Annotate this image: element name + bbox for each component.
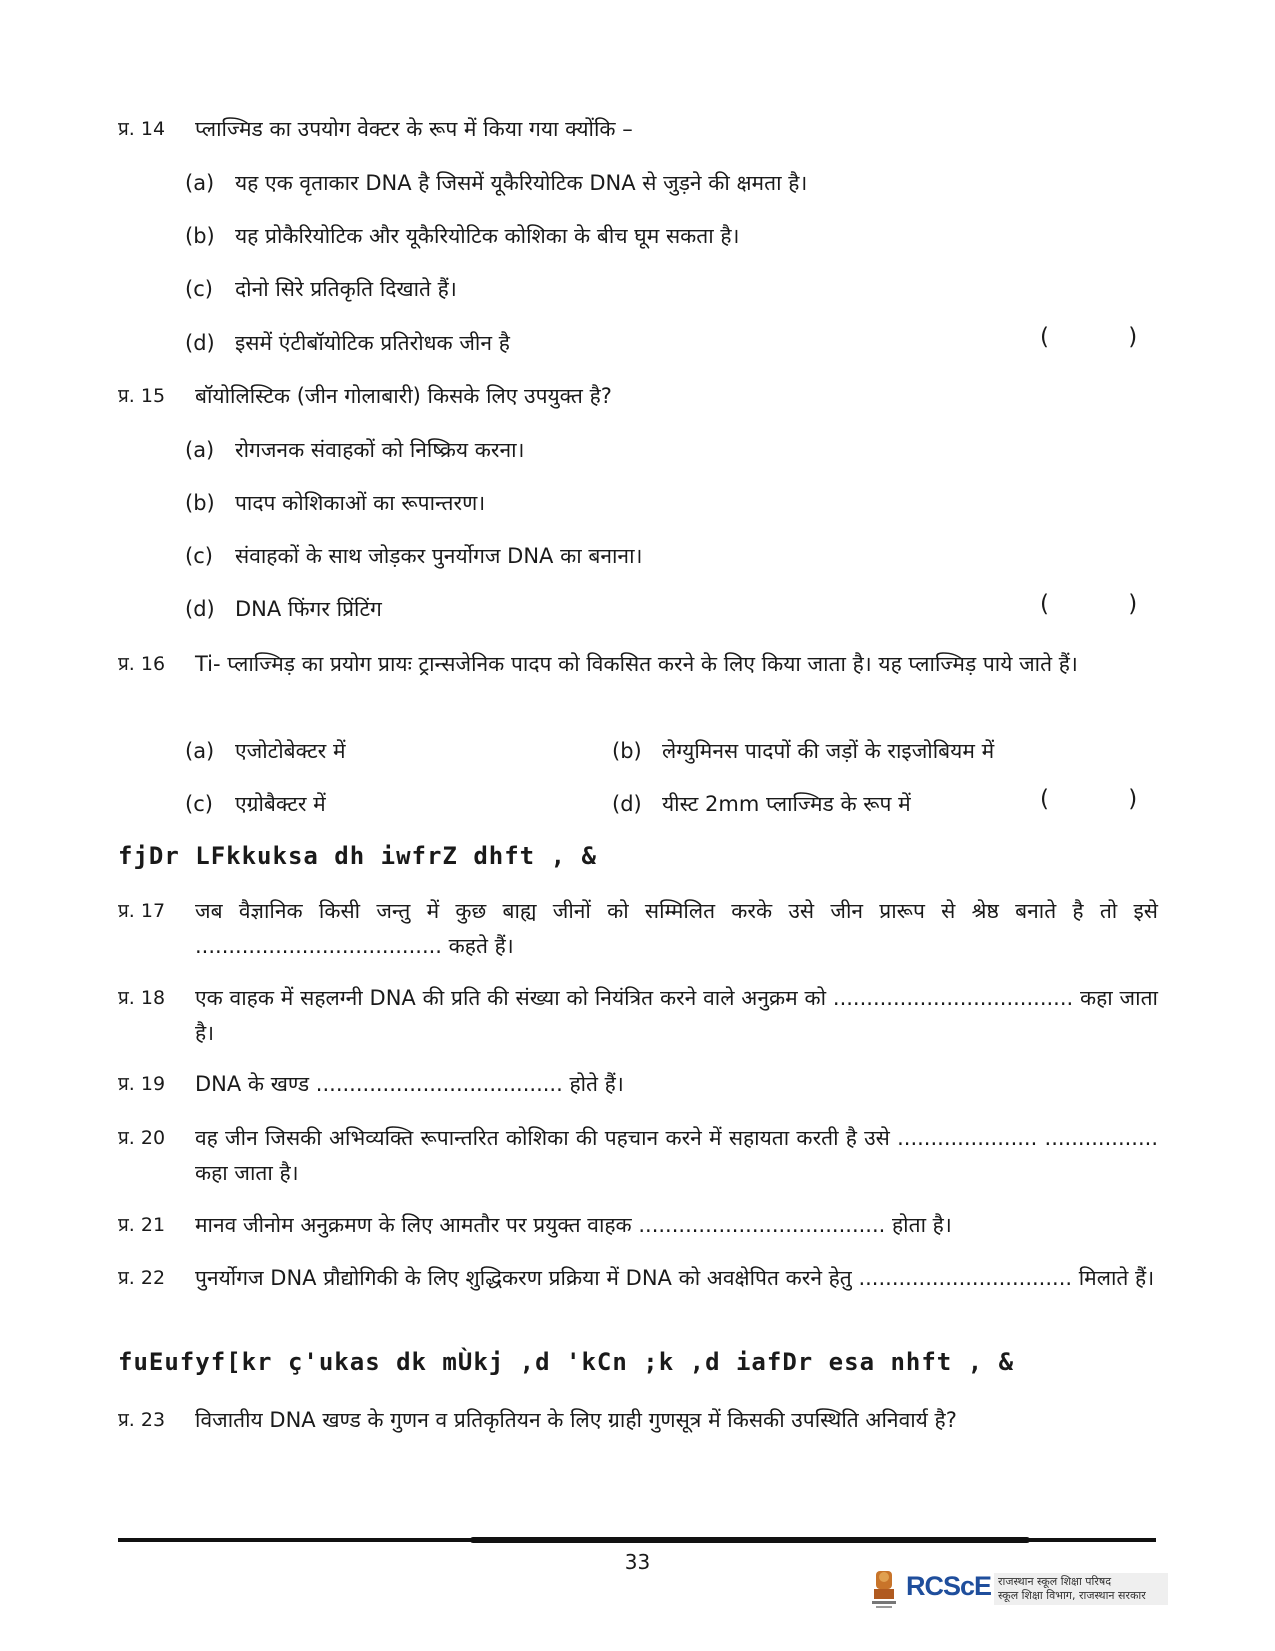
answer-bracket[interactable]: ( ) [1040, 786, 1174, 812]
option-text: इसमें एंटीबॉयोटिक प्रतिरोधक जीन है [235, 331, 510, 355]
option-label: (b) [612, 739, 642, 763]
section-heading-fill-in-blanks: fjDr LFkkuksa dh iwfrZ dhft , & [118, 842, 597, 870]
question-number: प्र. 16 [118, 653, 166, 675]
question-text: वह जीन जिसकी अभिव्यक्ति रूपान्तरित कोशिका की पहचान करने में सहायता करती है उसे ..................... ................. कहा जाता है। [195, 1126, 1158, 1185]
question-16 [118, 647, 1158, 682]
logo-text: RCScE [906, 1571, 992, 1601]
option-text: दोनो सिरे प्रतिकृति दिखाते हैं। [235, 277, 457, 301]
option-text: लेग्युमिनस पादपों की जड़ों के राइजोबियम में [662, 739, 995, 763]
question-text: विजातीय DNA खण्ड के गुणन व प्रतिकृतियन के लिए ग्राही गुणसूत्र में किसकी उपस्थिति अनिवार्य है? [195, 1408, 957, 1432]
question-text: मानव जीनोम अनुक्रमण के लिए आमतौर पर प्रयुक्त वाहक ..................................... होता है। [195, 1213, 952, 1237]
question-number: प्र. 21 [118, 1214, 166, 1236]
option-text: एजोटोबेक्टर में [235, 739, 346, 763]
option-text: संवाहकों के साथ जोड़कर पुनर्योगज DNA का बनाना। [235, 544, 643, 568]
question-17 [118, 894, 1158, 964]
option-label: (c) [185, 544, 213, 568]
question-number: प्र. 14 [118, 118, 166, 140]
option-text: यीस्ट 2mm प्लाज्मिड के रूप में [662, 792, 911, 816]
rcsce-logo [870, 1565, 1160, 1617]
option-d [185, 326, 510, 361]
option-text: पादप कोशिकाओं का रूपान्तरण। [235, 491, 486, 515]
option-c [185, 787, 326, 822]
page-number: 33 [624, 1550, 651, 1574]
answer-bracket[interactable]: ( ) [1040, 591, 1174, 617]
option-text: एग्रोबैक्टर में [235, 792, 326, 816]
question-20 [118, 1121, 1158, 1191]
answer-bracket[interactable]: ( ) [1040, 324, 1174, 350]
option-d [612, 787, 911, 822]
question-23 [118, 1403, 1158, 1438]
option-b [185, 486, 485, 521]
option-a [185, 734, 346, 769]
question-22 [118, 1261, 1158, 1296]
option-label: (a) [185, 739, 215, 763]
question-number: प्र. 22 [118, 1267, 166, 1289]
option-b [185, 219, 739, 254]
question-15 [118, 379, 1158, 414]
option-label: (c) [185, 277, 213, 301]
question-number: प्र. 15 [118, 385, 166, 407]
option-b [612, 734, 994, 769]
question-text: बॉयोलिस्टिक (जीन गोलाबारी) किसके लिए उपयुक्त है? [195, 384, 612, 408]
question-text: प्लाज्मिड का उपयोग वेक्टर के रूप में किया गया क्योंकि – [195, 117, 633, 141]
question-number: प्र. 19 [118, 1073, 166, 1095]
question-number: प्र. 18 [118, 987, 166, 1009]
question-number: प्र. 20 [118, 1127, 166, 1149]
option-label: (d) [185, 331, 215, 355]
logo-subtitle-line1: राजस्थान स्कूल शिक्षा परिषद [998, 1575, 1112, 1588]
question-text: एक वाहक में सहलग्नी DNA की प्रति की संख्या को नियंत्रित करने वाले अनुक्रम को .................................... कहा जाता है। [195, 986, 1158, 1045]
option-text: रोगजनक संवाहकों को निष्क्रिय करना। [235, 438, 525, 462]
footer-divider-thick [470, 1537, 1030, 1543]
option-a [185, 166, 807, 201]
option-d [185, 592, 382, 627]
question-21 [118, 1208, 1158, 1243]
option-label: (c) [185, 792, 213, 816]
question-text: Ti- प्लाज्मिड़ का प्रयोग प्रायः ट्रान्सजेनिक पादप को विकसित करने के लिए किया जाता है। यह प्लाज्मिड़ पाये जाते हैं। [195, 652, 1078, 676]
question-number: प्र. 17 [118, 900, 166, 922]
section-heading-one-word-answers: fuEufyf[kr ç'ukas dk mÙkj ,d 'kCn ;k ,d iafDr esa nhft , & [118, 1348, 1015, 1376]
option-text: DNA फिंगर प्रिंटिंग [235, 597, 382, 621]
option-c [185, 539, 642, 574]
ashoka-emblem-icon [870, 1567, 898, 1611]
option-label: (b) [185, 224, 215, 248]
option-label: (a) [185, 171, 215, 195]
option-label: (b) [185, 491, 215, 515]
question-19 [118, 1067, 1158, 1102]
option-label: (d) [185, 597, 215, 621]
logo-subtitle-line2: स्कूल शिक्षा विभाग, राजस्थान सरकार [998, 1589, 1146, 1602]
question-number: प्र. 23 [118, 1409, 166, 1431]
option-a [185, 433, 525, 468]
option-text: यह एक वृताकार DNA है जिसमें यूकैरियोटिक DNA से जुड़ने की क्षमता है। [235, 171, 808, 195]
question-text: DNA के खण्ड ..................................... होते हैं। [195, 1072, 624, 1096]
option-c [185, 272, 457, 307]
logo-subtitle [994, 1573, 1168, 1605]
question-text: पुनर्योगज DNA प्रौद्योगिकी के लिए शुद्धिकरण प्रक्रिया में DNA को अवक्षेपित करने हेतु ................................ मिलाते हैं। [195, 1266, 1155, 1290]
question-14 [118, 112, 1158, 147]
option-text: यह प्रोकैरियोटिक और यूकैरियोटिक कोशिका के बीच घूम सकता है। [235, 224, 740, 248]
option-label: (d) [612, 792, 642, 816]
question-18 [118, 981, 1158, 1051]
question-text: जब वैज्ञानिक किसी जन्तु में कुछ बाह्य जीनों को सम्मिलित करके उसे जीन प्रारूप से श्रेष्ठ बनाते है तो इसे ..................................... कहते हैं। [195, 899, 1158, 958]
option-label: (a) [185, 438, 215, 462]
